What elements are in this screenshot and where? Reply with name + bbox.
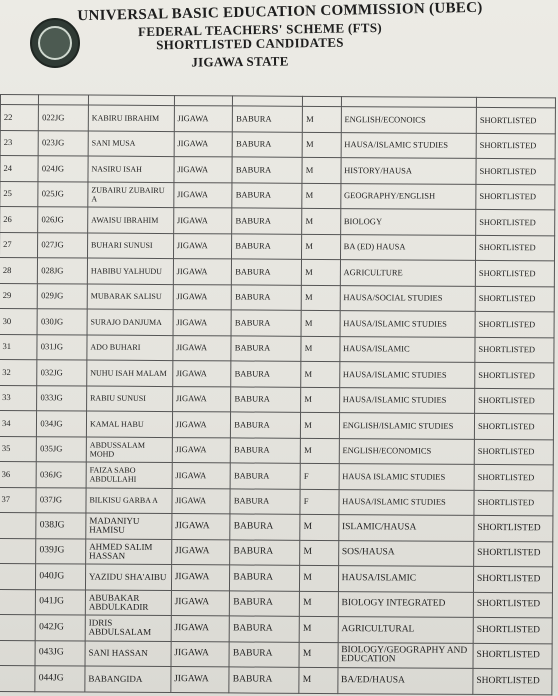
candidates-table-wrap: [0, 94, 558, 696]
lga-cell: BABURA: [230, 463, 300, 489]
sex-cell: M: [301, 336, 339, 362]
table-row: [0, 512, 553, 541]
table-row: [0, 207, 555, 236]
serial-number-cell: 31: [0, 334, 37, 360]
table-row: [0, 181, 555, 210]
candidate-name-cell: HABIBU YALHUDU: [87, 258, 173, 284]
serial-number-cell: 28: [0, 258, 38, 284]
sex-cell: M: [301, 412, 339, 438]
sex-cell: M: [299, 667, 337, 693]
serial-number-cell: 35: [0, 436, 37, 462]
lga-cell: BABURA: [232, 233, 302, 259]
table-row: [0, 156, 555, 185]
table-row: [0, 410, 554, 439]
lga-cell: BABURA: [232, 208, 302, 234]
table-row: [0, 487, 553, 516]
status-cell: SHORTLISTED: [473, 617, 552, 643]
lga-cell: BABURA: [229, 667, 299, 693]
status-cell: SHORTLISTED: [476, 209, 555, 235]
serial-number-cell: [0, 538, 36, 564]
state-cell: JIGAWA: [171, 667, 230, 693]
sex-cell: M: [300, 514, 338, 540]
candidate-name-cell: MUBARAK SALISU: [87, 284, 173, 310]
status-cell: SHORTLISTED: [475, 286, 554, 312]
state-cell: JIGAWA: [171, 616, 230, 642]
status-cell: SHORTLISTED: [473, 668, 552, 694]
subject-cell: AGRICULTURAL: [338, 617, 474, 643]
candidate-id-cell: 023JG: [38, 130, 88, 156]
status-cell: SHORTLISTED: [474, 541, 553, 567]
candidate-id-cell: 043JG: [35, 640, 85, 666]
sex-cell: M: [302, 183, 340, 209]
candidate-name-cell: BUHARI SUNUSI: [87, 233, 173, 259]
sex-cell: F: [300, 489, 338, 515]
state-cell: JIGAWA: [172, 412, 231, 438]
candidate-name-cell: SANI MUSA: [88, 131, 174, 157]
state-cell: JIGAWA: [173, 335, 232, 361]
status-cell: SHORTLISTED: [475, 260, 554, 286]
candidate-name-cell: NUHU ISAH MALAM: [87, 360, 173, 386]
candidate-id-cell: 038JG: [36, 513, 86, 539]
sex-cell: M: [299, 616, 337, 642]
lga-cell: BABURA: [232, 182, 302, 208]
candidates-table: [0, 94, 556, 695]
table-row: [0, 614, 552, 643]
state-cell: JIGAWA: [172, 463, 231, 489]
state-cell: JIGAWA: [172, 437, 231, 463]
lga-cell: BABURA: [231, 335, 301, 361]
subject-cell: SOS/HAUSA: [338, 540, 474, 566]
candidate-name-cell: SANI HASSAN: [85, 641, 171, 667]
status-cell: SHORTLISTED: [475, 388, 554, 414]
table-row: [0, 258, 554, 287]
serial-number-cell: [0, 589, 36, 615]
subject-cell: BIOLOGY: [340, 209, 476, 235]
candidate-name-cell: AWAISU IBRAHIM: [88, 207, 174, 233]
state-cell: JIGAWA: [173, 233, 232, 259]
candidate-id-cell: 041JG: [36, 589, 86, 615]
table-row: [0, 232, 555, 261]
subject-cell: ENGLISH/ISLAMIC STUDIES: [339, 413, 475, 439]
candidate-id-cell: 040JG: [36, 564, 86, 590]
sex-cell: M: [301, 438, 339, 464]
candidate-name-cell: RABIU SUNUSI: [87, 386, 173, 412]
lga-cell: BABURA: [232, 259, 302, 285]
lga-cell: BABURA: [231, 437, 301, 463]
lga-cell: BABURA: [230, 488, 300, 514]
serial-number-cell: 37: [0, 487, 36, 513]
serial-number-cell: 22: [0, 105, 38, 131]
table-row: [0, 283, 554, 312]
candidate-name-cell: FAIZA SABO ABDULLAHI: [86, 462, 172, 488]
candidate-name-cell: ABUBAKAR ABDULKADIR: [85, 590, 171, 616]
candidate-name-cell: BILKISU GARBA A: [86, 488, 172, 514]
candidate-name-cell: ABDUSSALAM MOHD: [86, 437, 172, 463]
candidate-id-cell: 042JG: [36, 615, 86, 641]
serial-number-cell: [0, 614, 36, 640]
table-row: [0, 665, 552, 694]
lga-cell: BABURA: [233, 106, 303, 132]
table-row: [0, 130, 555, 159]
state-cell: JIGAWA: [171, 590, 230, 616]
table-row: [0, 436, 553, 465]
state-cell: JIGAWA: [172, 488, 231, 514]
subject-cell: ISLAMIC/HAUSA: [338, 515, 474, 541]
header-scheme: FEDERAL TEACHERS' SCHEME (FTS): [137, 19, 383, 40]
table-row: [0, 105, 555, 134]
sex-cell: M: [302, 132, 340, 158]
subject-cell: GEOGRAPHY/ENGLISH: [340, 183, 476, 209]
subject-cell: HAUSA/ISLAMIC STUDIES: [339, 362, 475, 388]
serial-number-cell: 30: [0, 308, 38, 334]
table-row: [0, 334, 554, 363]
candidate-id-cell: 022JG: [39, 105, 89, 131]
lga-cell: BABURA: [231, 412, 301, 438]
status-cell: SHORTLISTED: [476, 184, 555, 210]
table-row: [0, 640, 552, 669]
subject-cell: AGRICULTURE: [340, 260, 476, 286]
status-cell: SHORTLISTED: [475, 311, 554, 337]
table-row: [0, 538, 553, 567]
table-row: [0, 385, 554, 414]
header-state: JIGAWA STATE: [191, 53, 289, 70]
status-cell: SHORTLISTED: [474, 413, 553, 439]
status-cell: SHORTLISTED: [475, 235, 554, 261]
status-cell: SHORTLISTED: [474, 515, 553, 541]
document-header: [0, 0, 558, 100]
candidate-id-cell: 037JG: [36, 487, 86, 513]
sex-cell: M: [302, 259, 340, 285]
status-cell: SHORTLISTED: [476, 158, 555, 184]
candidate-name-cell: NASIRU ISAH: [88, 156, 174, 182]
subject-cell: BIOLOGY/GEOGRAPHY AND EDUCATION: [338, 642, 474, 668]
subject-cell: HAUSA/SOCIAL STUDIES: [340, 285, 476, 311]
status-cell: SHORTLISTED: [475, 362, 554, 388]
candidate-name-cell: SURAJO DANJUMA: [87, 309, 173, 335]
state-cell: JIGAWA: [174, 131, 233, 157]
sex-cell: M: [300, 565, 338, 591]
serial-number-cell: [0, 640, 36, 666]
state-cell: JIGAWA: [173, 208, 232, 234]
serial-number-cell: 36: [0, 461, 37, 487]
status-cell: SHORTLISTED: [474, 464, 553, 490]
subject-cell: HAUSA/ISLAMIC: [339, 336, 475, 362]
lga-cell: BABURA: [230, 616, 300, 642]
status-cell: SHORTLISTED: [475, 337, 554, 363]
candidate-id-cell: 027JG: [38, 232, 88, 258]
candidate-id-cell: 030JG: [37, 309, 87, 335]
subject-cell: BIOLOGY INTEGRATED: [338, 591, 474, 617]
table-row: [0, 461, 553, 490]
status-cell: SHORTLISTED: [476, 107, 555, 133]
candidate-id-cell: 032JG: [37, 360, 87, 386]
lga-cell: BABURA: [231, 310, 301, 336]
candidate-id-cell: 028JG: [38, 258, 88, 284]
serial-number-cell: 29: [0, 283, 38, 309]
candidate-id-cell: 031JG: [37, 334, 87, 360]
candidate-name-cell: ZUBAIRU ZUBAIRU A: [88, 182, 174, 208]
lga-cell: BABURA: [232, 157, 302, 183]
lga-cell: BABURA: [230, 590, 300, 616]
state-cell: JIGAWA: [171, 539, 230, 565]
sex-cell: M: [302, 234, 340, 260]
subject-cell: HAUSA/ISLAMIC: [338, 566, 474, 592]
serial-number-cell: 26: [0, 207, 38, 233]
lga-cell: BABURA: [231, 386, 301, 412]
status-cell: SHORTLISTED: [473, 566, 552, 592]
header-list-title: SHORTLISTED CANDIDATES: [156, 34, 344, 53]
candidate-name-cell: KAMAL HABU: [86, 411, 172, 437]
lga-cell: BABURA: [230, 539, 300, 565]
state-cell: JIGAWA: [172, 386, 231, 412]
candidate-name-cell: IDRIS ABDULSALAM: [85, 615, 171, 641]
sex-cell: F: [300, 463, 338, 489]
subject-cell: HAUSA/ISLAMIC STUDIES: [341, 132, 477, 158]
lga-cell: BABURA: [230, 514, 300, 540]
sex-cell: M: [300, 591, 338, 617]
status-cell: SHORTLISTED: [473, 643, 552, 669]
serial-number-cell: [0, 563, 36, 589]
subject-cell: ENGLISH/ECONOICS: [341, 107, 477, 133]
subject-cell: HAUSA/ISLAMIC STUDIES: [339, 387, 475, 413]
sex-cell: M: [303, 106, 341, 132]
state-cell: JIGAWA: [172, 361, 231, 387]
table-row: [0, 359, 554, 388]
candidate-id-cell: 033JG: [37, 385, 87, 411]
state-cell: JIGAWA: [171, 514, 230, 540]
subject-cell: ENGLISH/ECONOMICS: [339, 438, 475, 464]
sex-cell: M: [301, 361, 339, 387]
state-cell: JIGAWA: [173, 284, 232, 310]
lga-cell: BABURA: [232, 284, 302, 310]
candidate-name-cell: AHMED SALIM HASSAN: [86, 539, 172, 565]
lga-cell: BABURA: [232, 131, 302, 157]
sex-cell: M: [301, 285, 339, 311]
sex-cell: M: [301, 310, 339, 336]
sex-cell: M: [301, 387, 339, 413]
sex-cell: M: [302, 157, 340, 183]
candidate-id-cell: 029JG: [38, 283, 88, 309]
state-cell: JIGAWA: [173, 259, 232, 285]
subject-cell: HAUSA ISLAMIC STUDIES: [339, 464, 475, 490]
candidate-id-cell: 034JG: [37, 411, 87, 437]
candidate-name-cell: KABIRU IBRAHIM: [88, 105, 174, 131]
candidate-name-cell: BABANGIDA: [85, 666, 171, 692]
state-cell: JIGAWA: [174, 157, 233, 183]
subject-cell: HAUSA/ISLAMIC STUDIES: [339, 489, 475, 515]
candidate-id-cell: 025JG: [38, 181, 88, 207]
serial-number-cell: 33: [0, 385, 37, 411]
candidate-id-cell: 044JG: [35, 666, 85, 692]
status-cell: SHORTLISTED: [473, 592, 552, 618]
candidate-name-cell: YAZIDU SHA'AIBU: [85, 564, 171, 590]
candidate-name-cell: MADANIYU HAMISU: [86, 513, 172, 539]
subject-cell: BA/ED/HAUSA: [337, 668, 473, 694]
serial-number-cell: 24: [0, 156, 38, 182]
serial-number-cell: 25: [0, 181, 38, 207]
state-cell: JIGAWA: [171, 565, 230, 591]
status-cell: SHORTLISTED: [474, 490, 553, 516]
state-cell: JIGAWA: [173, 310, 232, 336]
serial-number-cell: 32: [0, 359, 37, 385]
candidate-id-cell: 024JG: [38, 156, 88, 182]
subject-cell: BA (ED) HAUSA: [340, 234, 476, 260]
subject-cell: HAUSA/ISLAMIC STUDIES: [340, 311, 476, 337]
state-cell: JIGAWA: [173, 182, 232, 208]
lga-cell: BABURA: [231, 361, 301, 387]
candidate-id-cell: 026JG: [38, 207, 88, 233]
sex-cell: M: [299, 642, 337, 668]
table-row: [0, 308, 554, 337]
table-row: [0, 589, 552, 618]
serial-number-cell: 34: [0, 410, 37, 436]
header-title: UNIVERSAL BASIC EDUCATION COMMISSION (UBEC): [77, 0, 483, 25]
lga-cell: BABURA: [229, 641, 299, 667]
subject-cell: HISTORY/HAUSA: [341, 158, 477, 184]
serial-number-cell: 27: [0, 232, 38, 258]
state-cell: JIGAWA: [174, 106, 233, 132]
serial-number-cell: [0, 512, 36, 538]
table-row: [0, 563, 553, 592]
sex-cell: M: [302, 208, 340, 234]
serial-number-cell: 23: [0, 130, 38, 156]
status-cell: SHORTLISTED: [476, 133, 555, 159]
state-cell: JIGAWA: [171, 641, 230, 667]
candidate-id-cell: 036JG: [36, 462, 86, 488]
status-cell: SHORTLISTED: [474, 439, 553, 465]
sex-cell: M: [300, 540, 338, 566]
lga-cell: BABURA: [230, 565, 300, 591]
candidate-id-cell: 035JG: [37, 436, 87, 462]
candidate-id-cell: 039JG: [36, 538, 86, 564]
candidate-name-cell: ADO BUHARI: [87, 335, 173, 361]
serial-number-cell: [0, 665, 35, 691]
